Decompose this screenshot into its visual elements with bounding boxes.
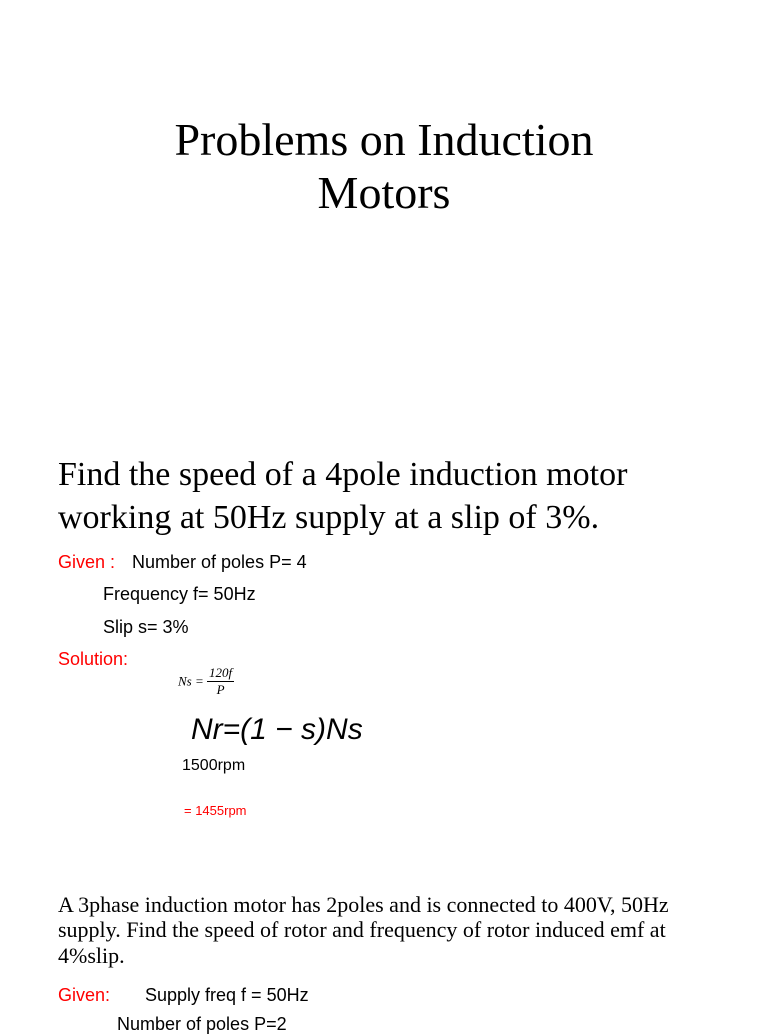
problem1-solution-label: Solution: (58, 649, 129, 669)
formula-nr: Nr=(1 − s)Ns (191, 713, 363, 746)
formula-ns (178, 665, 234, 698)
page-title-line-1: Problems on Induction (174, 114, 594, 165)
problem1-given-poles: Number of poles P= 4 (132, 552, 307, 572)
problem1-given-slip: Slip s= 3% (103, 617, 189, 637)
formula-ns-denominator: P (216, 682, 225, 697)
problem2-question-line-2: supply. Find the speed of rotor and frequency of rotor induced emf at (58, 917, 666, 942)
formula-ns-numerator: 120f (209, 665, 233, 680)
page-title-line-2: Motors (317, 167, 451, 218)
problem1-question-line-2: working at 50Hz supply at a slip of 3%. (58, 499, 600, 536)
problem2-given-poles: Number of poles P=2 (117, 1014, 287, 1034)
problem2-given-frequency: Supply freq f = 50Hz (145, 985, 309, 1005)
problem1-given-frequency: Frequency f= 50Hz (103, 584, 256, 604)
problem2-question-line-1: A 3phase induction motor has 2poles and is connected to 400V, 50Hz (58, 892, 669, 917)
problem1-given-label: Given : (58, 552, 116, 572)
problem1-result-ns: 1500rpm (182, 757, 246, 774)
problem1-question-line-1: Find the speed of a 4pole induction motor (58, 456, 628, 493)
formula-ns-fraction (207, 665, 234, 698)
problem2-given-label: Given: (58, 985, 111, 1005)
formula-ns-lhs: Ns = (178, 673, 204, 689)
problem1-result-nr: = 1455rpm (184, 803, 247, 818)
problem2-question-line-3: 4%slip. (58, 943, 125, 968)
